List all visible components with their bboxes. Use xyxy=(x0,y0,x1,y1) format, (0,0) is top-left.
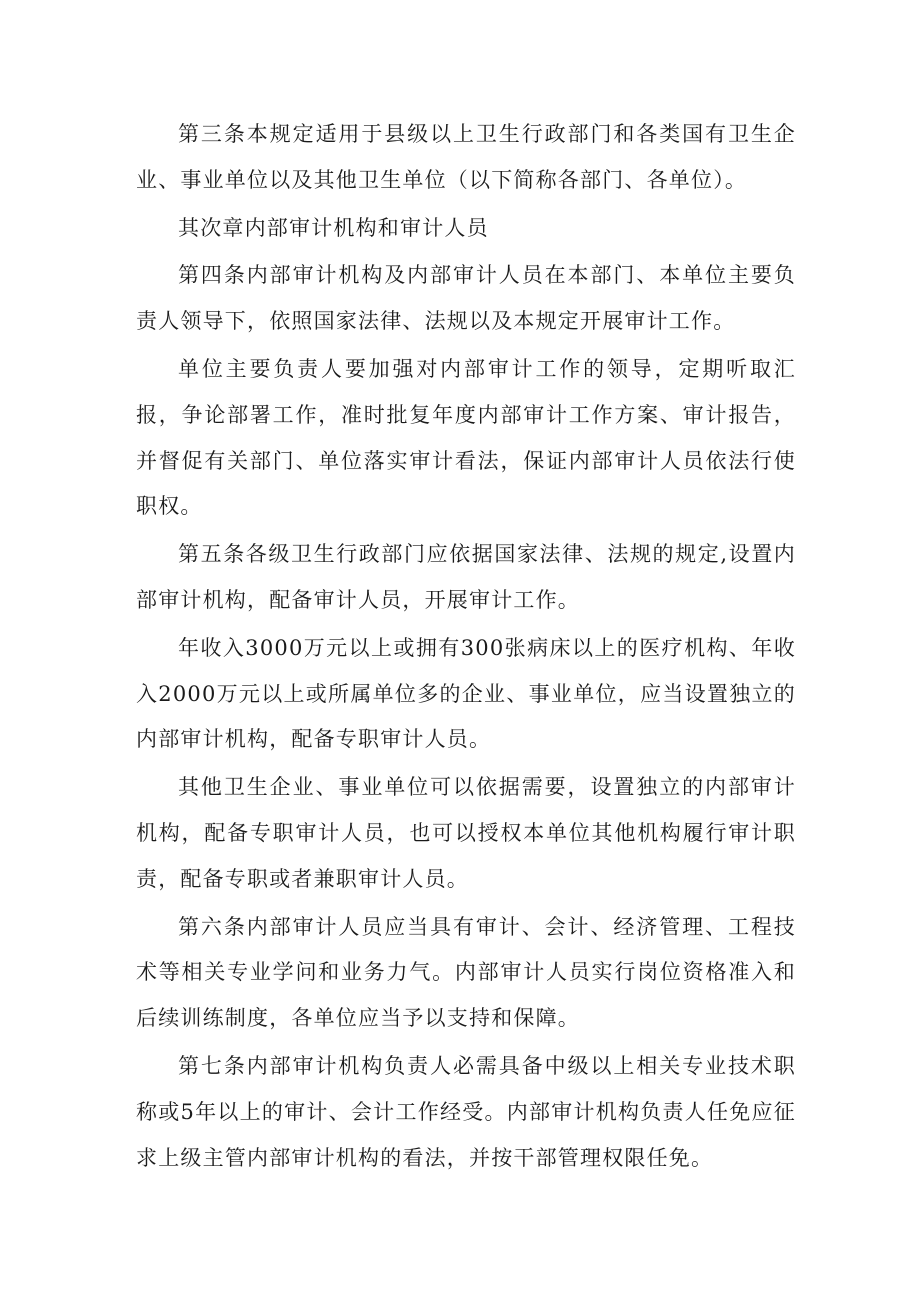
article-5-paragraph: 第五条各级卫生行政部门应依据国家法律、法规的规定,设置内部审计机构，配备审计人员，开展审计工作。 xyxy=(136,542,796,612)
other-units-paragraph: 其他卫生企业、事业单位可以依据需要，设置独立的内部审计机构，配备专职审计人员，也可以授权本单位其他机构履行审计职责，配备专职或者兼职审计人员。 xyxy=(136,775,796,891)
article-3-paragraph: 第三条本规定适用于县级以上卫生行政部门和各类国有卫生企业、事业单位以及其他卫生单位（以下简称各部门、各单位）。 xyxy=(136,122,796,192)
document-body xyxy=(136,112,796,1181)
article-6-paragraph: 第六条内部审计人员应当具有审计、会计、经济管理、工程技术等相关专业学问和业务力气。内部审计人员实行岗位资格准入和后续训练制度，各单位应当予以支持和保障。 xyxy=(136,914,796,1031)
leadership-paragraph: 单位主要负责人要加强对内部审计工作的领导，定期听取汇报，争论部署工作，准时批复年度内部审计工作方案、审计报告，并督促有关部门、单位落实审计看法，保证内部审计人员依法行使职权。 xyxy=(136,356,796,519)
chapter-2-heading: 其次章内部审计机构和审计人员 xyxy=(178,215,489,240)
income-threshold-paragraph: 年收入3000万元以上或拥有300张病床以上的医疗机构、年收入2000万元以上或所属单位多的企业、事业单位，应当设置独立的内部审计机构，配备专职审计人员。 xyxy=(136,635,796,752)
article-7-paragraph: 第七条内部审计机构负责人必需具备中级以上相关专业技术职称或5年以上的审计、会计工作经受。内部审计机构负责人任免应征求上级主管内部审计机构的看法，并按干部管理权限任免。 xyxy=(136,1053,796,1170)
article-4-paragraph: 第四条内部审计机构及内部审计人员在本部门、本单位主要负责人领导下，依照国家法律、法规以及本规定开展审计工作。 xyxy=(136,263,796,334)
